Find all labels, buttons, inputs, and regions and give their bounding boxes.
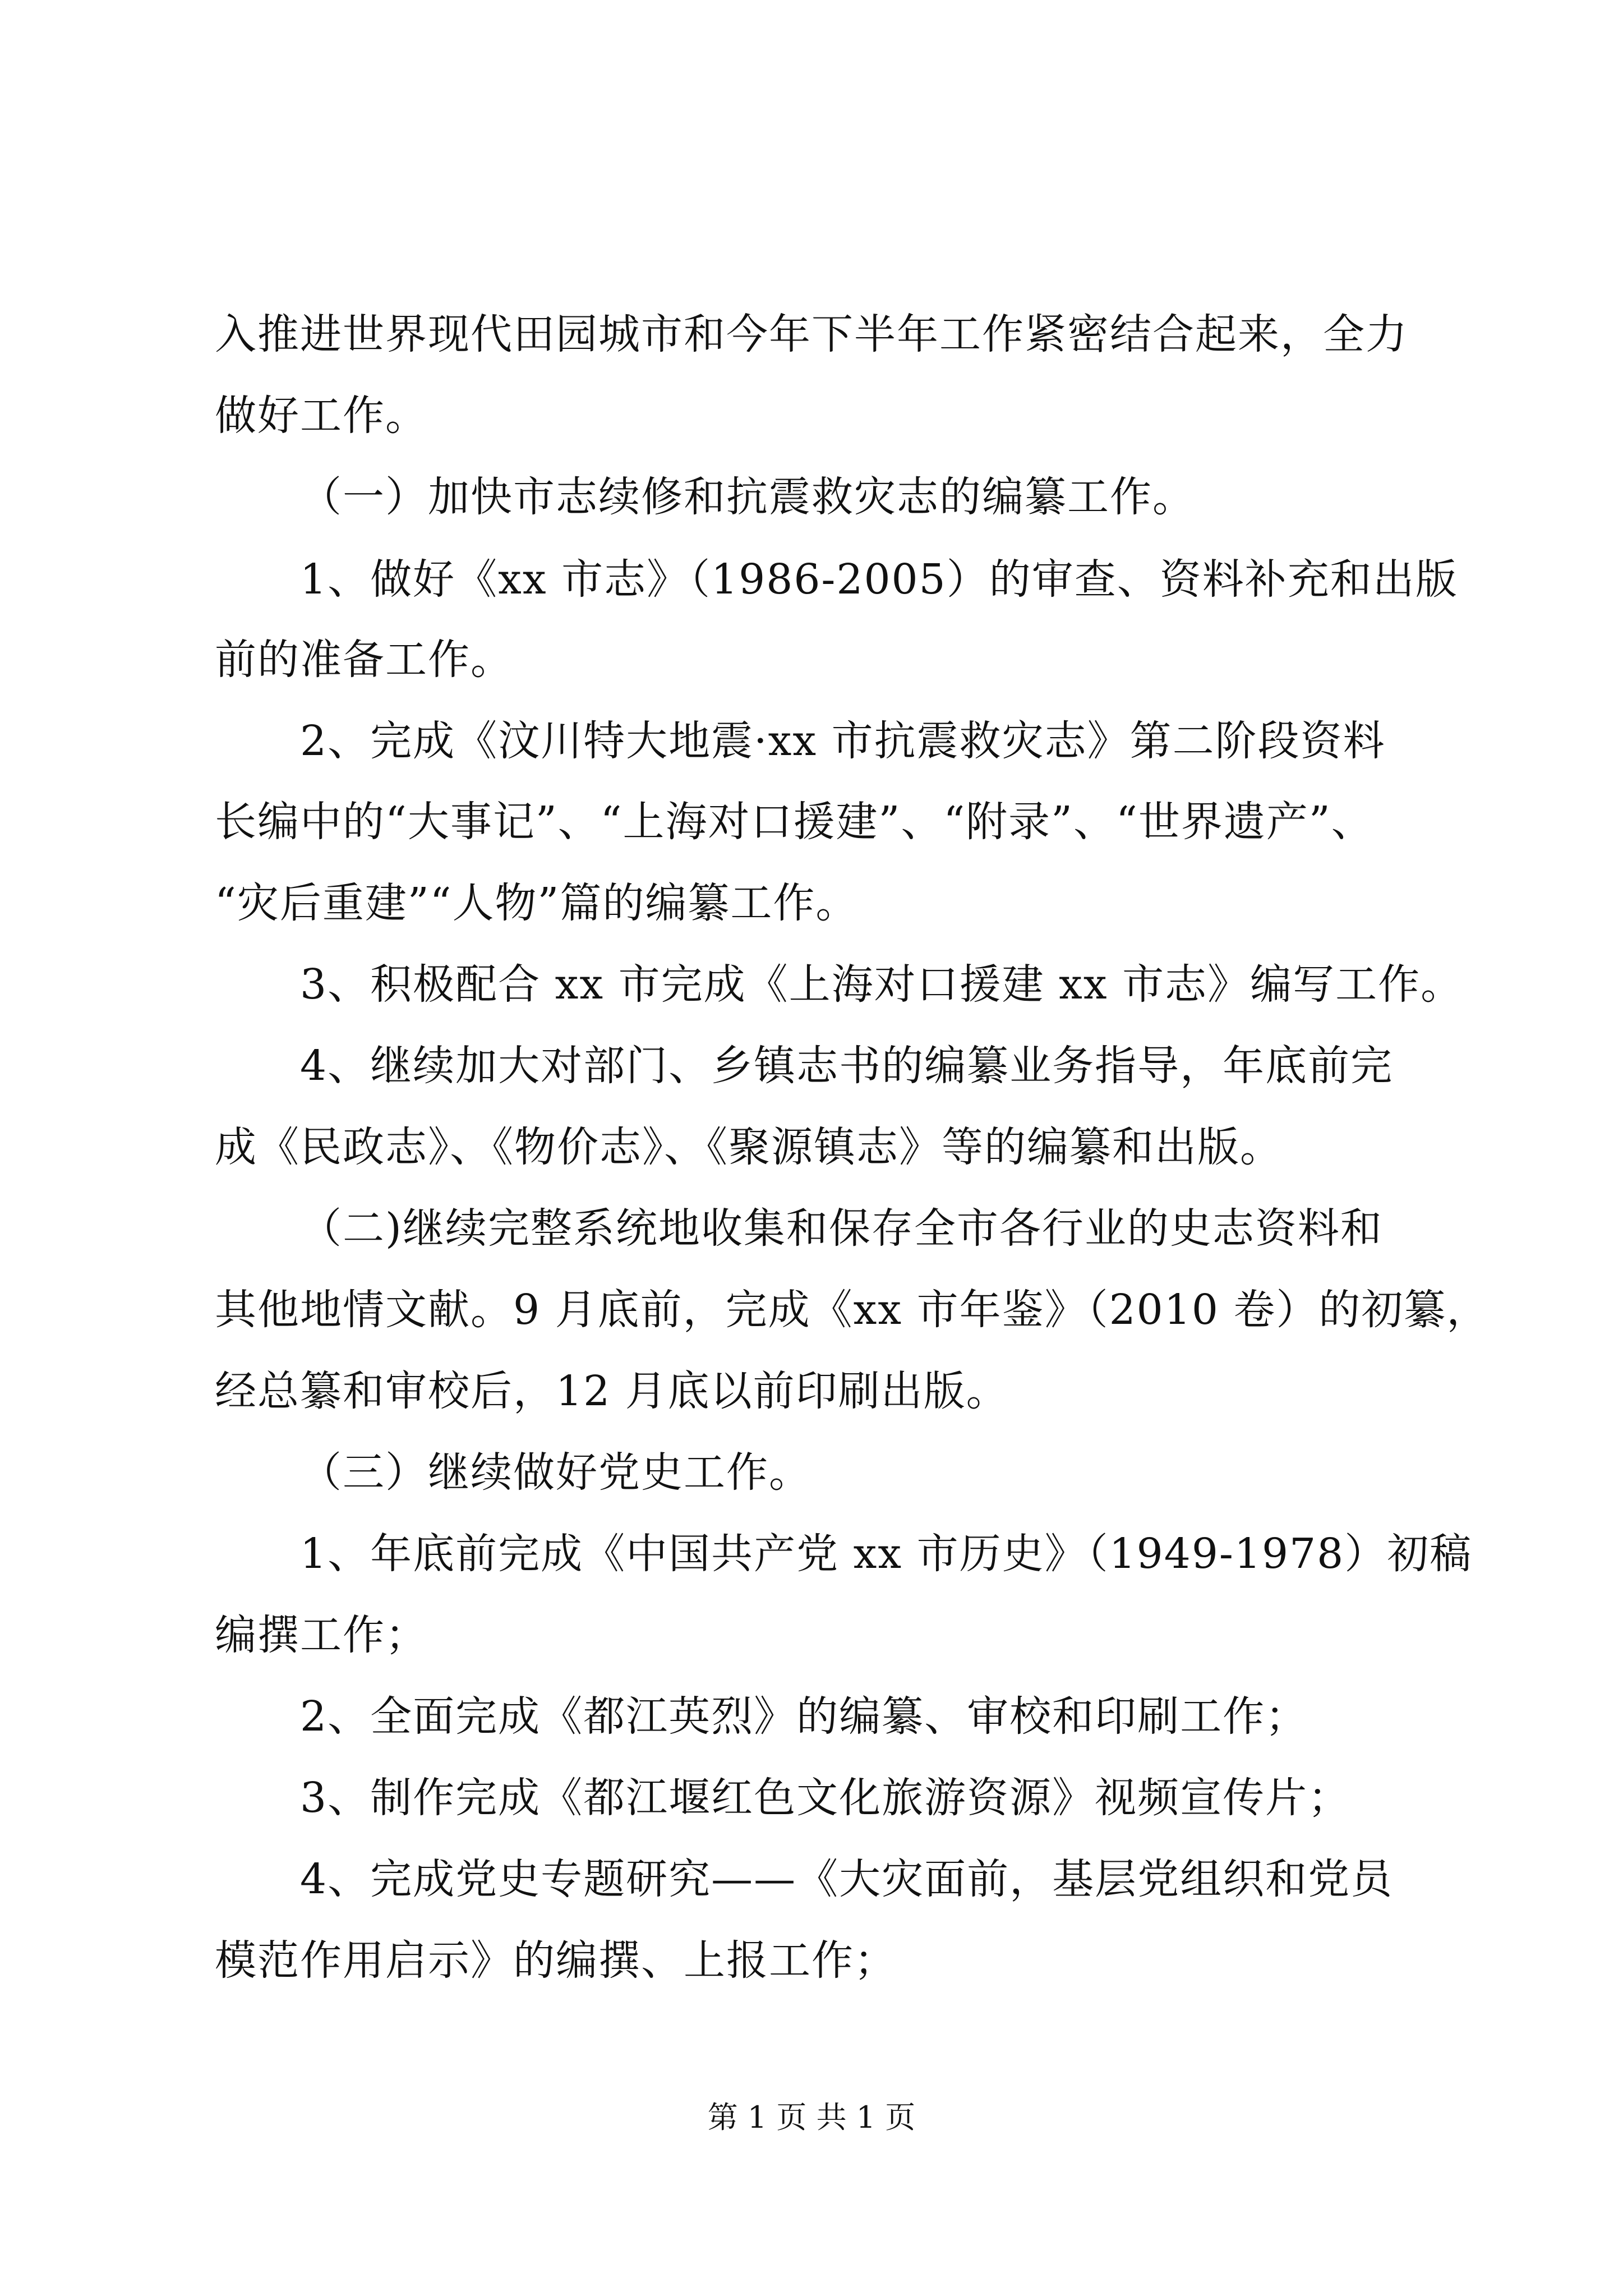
text-line: 前的准备工作。 — [215, 636, 513, 684]
list-item: 1、年底前完成《中国共产党 xx 市历史》（1949-1978）初稿 — [300, 1530, 1473, 1578]
section-heading: （三）继续做好党史工作。 — [300, 1448, 811, 1497]
text-line: 做好工作。 — [215, 392, 428, 440]
list-item: 3、积极配合 xx 市完成《上海对口援建 xx 市志》编写工作。 — [300, 960, 1464, 1009]
section-heading: （二)继续完整系统地收集和保存全市各行业的史志资料和 — [300, 1204, 1383, 1253]
list-item: 4、继续加大对部门、乡镇志书的编纂业务指导，年底前完 — [300, 1042, 1394, 1090]
list-item: 4、完成党史专题研究——《大灾面前，基层党组织和党员 — [300, 1855, 1394, 1903]
text-line: “灾后重建”“人物”篇的编纂工作。 — [215, 879, 859, 927]
list-item: 1、做好《xx 市志》（1986-2005）的审查、资料补充和出版 — [300, 555, 1458, 604]
list-item: 3、制作完成《都江堰红色文化旅游资源》视频宣传片； — [300, 1774, 1351, 1822]
section-heading: （一）加快市志续修和抗震救灾志的编纂工作。 — [300, 473, 1195, 521]
text-line: 入推进世界现代田园城市和今年下半年工作紧密结合起来，全力 — [215, 310, 1408, 358]
text-line: 经总纂和审校后，12 月底以前印刷出版。 — [215, 1367, 1009, 1415]
text-line: 其他地情文献。9 月底前，完成《xx 市年鉴》（2010 卷）的初纂， — [215, 1286, 1490, 1334]
page-number-footer: 第 1 页 共 1 页 — [707, 2100, 916, 2135]
text-line: 成《民政志》、《物价志》、《聚源镇志》等的编纂和出版。 — [215, 1123, 1283, 1171]
text-line: 长编中的“大事记”、“上海对口援建”、“附录”、“世界遗产”、 — [215, 798, 1374, 846]
list-item: 2、全面完成《都江英烈》的编纂、审校和印刷工作； — [300, 1692, 1308, 1741]
text-line: 编撰工作； — [215, 1611, 428, 1659]
text-line: 模范作用启示》的编撰、上报工作； — [215, 1936, 897, 1985]
list-item: 2、完成《汶川特大地震·xx 市抗震救灾志》第二阶段资料 — [300, 717, 1386, 765]
